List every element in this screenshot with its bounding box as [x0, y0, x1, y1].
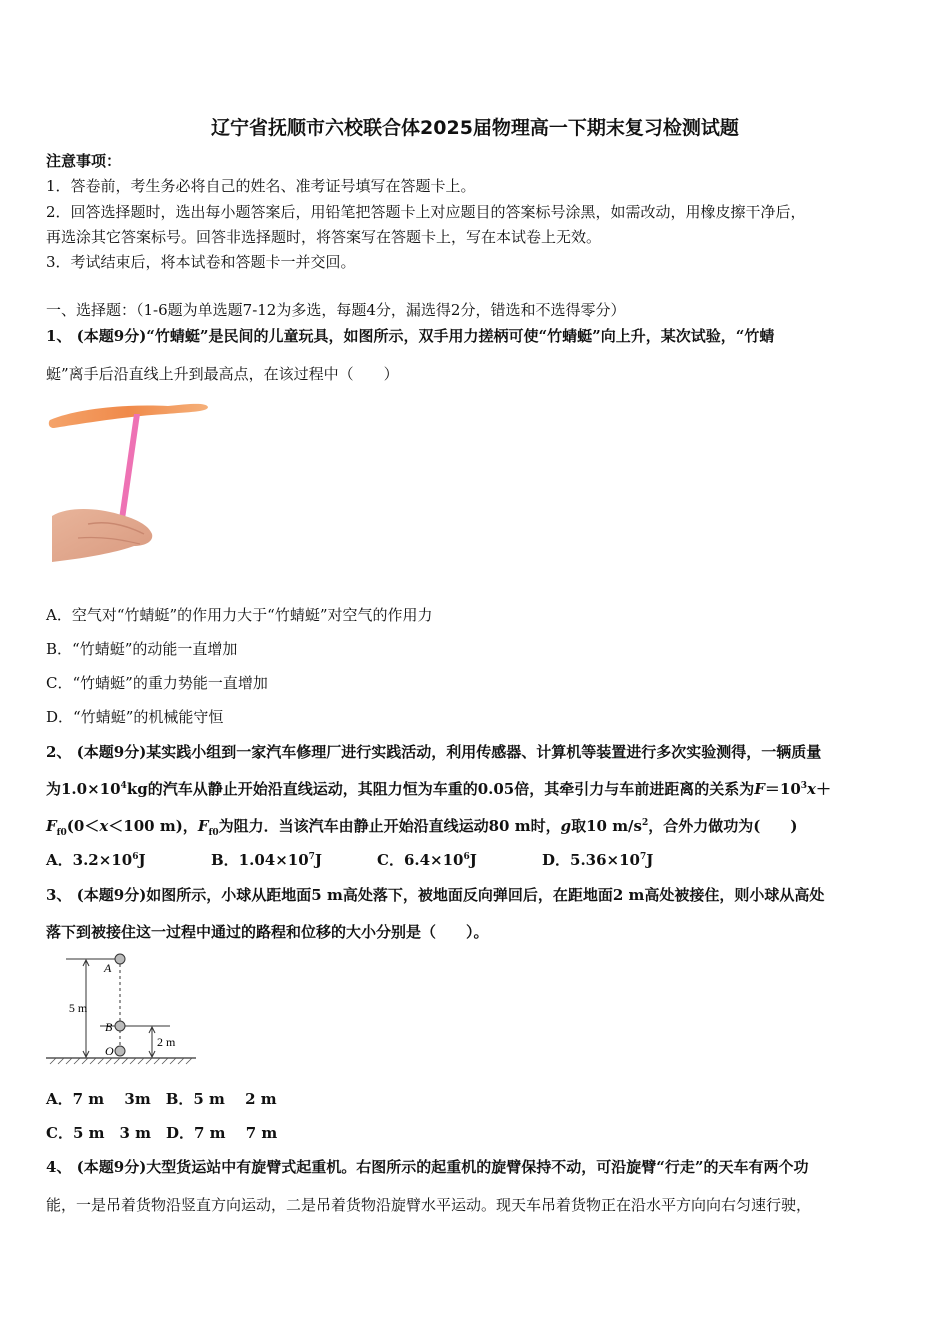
question-1-text: 1、 (本题9分)“竹蜻蜓”是民间的儿童玩具，如图所示，双手用力搓柄可使“竹蜻蜓”向上升，某次试验，“竹蜻: [46, 327, 775, 345]
question-1-option-b: B．“竹蜻蜓”的动能一直增加: [46, 640, 238, 658]
notice-item: 3．考试结束后，将本试卷和答题卡一并交回。: [46, 253, 356, 271]
ball-drop-figure: [46, 950, 198, 1068]
question-2-text-cont: 为$1.0\times 10^4kg$的汽车从静止开始沿直线运动，其阻力恒为车重的0.05倍，其牵引力与车前进距离的关系为$F=10^3x+$: [46, 780, 831, 798]
question-2-text-cont2: $F_{f0}(0<x<100$ m)，$F_{f0}$为阻力．当该汽车由静止开始沿直线运动80 m时，g取10 $m/s^2$，合外力做功为( ): [46, 817, 798, 838]
label-o: O: [105, 1044, 114, 1058]
stick: [118, 414, 140, 526]
question-2-option-b: B．$1.04\times 10^7J$: [211, 851, 323, 869]
ground-hatching: [50, 1058, 192, 1064]
ball-o: [115, 1046, 125, 1056]
label-2m: 2 m: [157, 1035, 176, 1049]
question-2-option-a: A．$3.2\times 10^6J$: [46, 851, 146, 869]
label-b: B: [105, 1020, 113, 1034]
notice-item: 1．答卷前，考生务必将自己的姓名、准考证号填写在答题卡上。: [46, 177, 476, 195]
ball-a: [115, 954, 125, 964]
question-4-text-cont: 能，一是吊着货物沿竖直方向运动，二是吊着货物沿旋臂水平运动。现天车吊着货物正在沿水平方向向右匀速行驶，: [46, 1196, 812, 1214]
notice-heading: 注意事项：: [46, 152, 122, 170]
question-4-text: 4、 (本题9分)大型货运站中有旋臂式起重机。右图所示的起重机的旋臂保持不动，可沿旋臂“行走”的天车有两个功: [46, 1158, 809, 1176]
question-3-options-row-2: C．5 m 3 m D．7 m 7 m: [46, 1124, 278, 1142]
question-1-text-cont: 蜓”离手后沿直线上升到最高点，在该过程中（ ）: [46, 365, 399, 383]
page-title: 辽宁省抚顺市六校联合体2025届物理高一下期末复习检测试题: [211, 117, 739, 139]
question-3-text-cont: 落下到被接住这一过程中通过的路程和位移的大小分别是（ ）。: [46, 923, 489, 941]
rotor-blade: [49, 404, 208, 428]
question-2-option-d: D．$5.36\times 10^7J$: [542, 851, 654, 869]
question-1-option-d: D．“竹蜻蜓”的机械能守恒: [46, 708, 224, 726]
bamboo-dragonfly-figure: [48, 398, 214, 566]
question-3-text: 3、 (本题9分)如图所示，小球从距地面5 m高处落下，被地面反向弹回后，在距地面2 m高处被接住，则小球从高处: [46, 886, 825, 904]
question-3-options-row-1: A．7 m 3m B．5 m 2 m: [46, 1090, 277, 1108]
question-2-option-c: C．$6.4\times 10^6J$: [377, 851, 477, 869]
section-heading: 一、选择题：（1-6题为单选题7-12为多选，每题4分，漏选得2分，错选和不选得零分）: [46, 301, 626, 319]
ball-b: [115, 1021, 125, 1031]
question-1-option-c: C．“竹蜻蜓”的重力势能一直增加: [46, 674, 268, 692]
question-1-option-a: A．空气对“竹蜻蜓”的作用力大于“竹蜻蜓”对空气的作用力: [46, 606, 433, 624]
label-5m: 5 m: [68, 1001, 88, 1015]
notice-item: 2．回答选择题时，选出每小题答案后，用铅笔把答题卡上对应题目的答案标号涂黑，如需改动，用橡皮擦干净后，: [46, 203, 806, 221]
question-2-text: 2、 (本题9分)某实践小组到一家汽车修理厂进行实践活动，利用传感器、计算机等装置进行多次实验测得，一辆质量: [46, 743, 822, 761]
hands: [52, 509, 152, 562]
label-a: A: [104, 961, 112, 975]
notice-item: 再选涂其它答案标号。回答非选择题时，将答案写在答题卡上，写在本试卷上无效。: [46, 228, 602, 246]
